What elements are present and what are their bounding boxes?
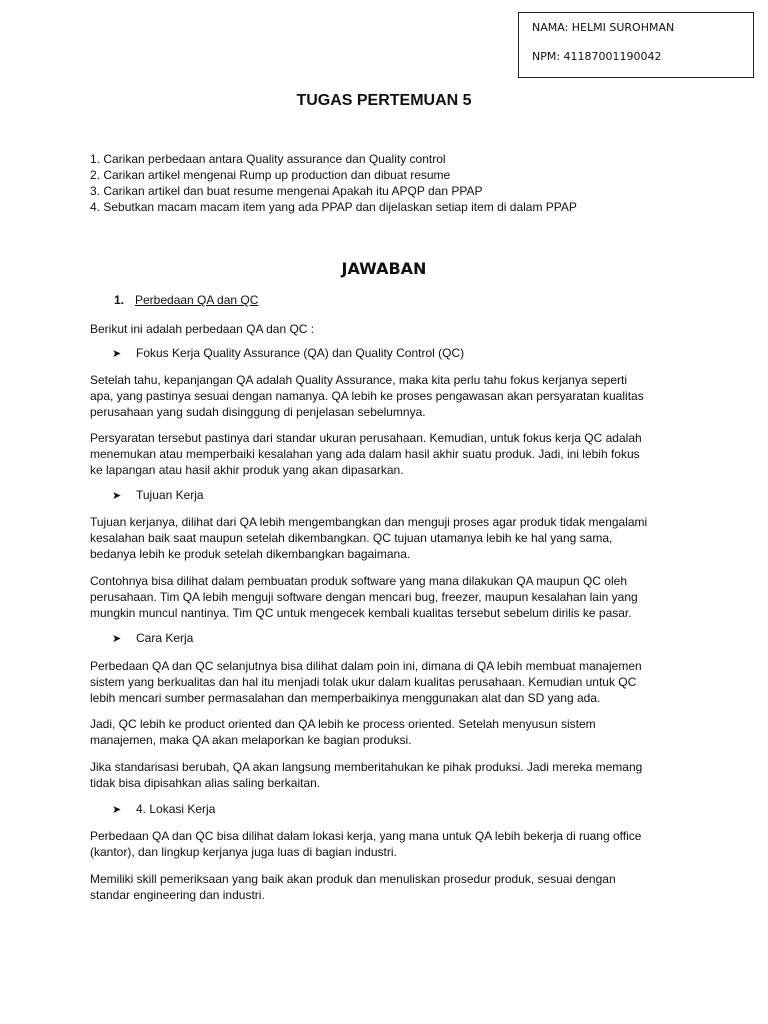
task-item: 2. Carikan artikel mengenai Rump up production dan dibuat resume (90, 168, 451, 182)
text-line: mungkin muncul nantinya. Tim QC untuk mengecek kembali kualitas tersebut sebelum dirilis ke pasar. (90, 606, 632, 620)
paragraph (90, 430, 690, 478)
text-line: Perbedaan QA dan QC selanjutnya bisa dilihat dalam poin ini, dimana di QA lebih membuat manajemen (90, 659, 642, 673)
bullet-goal (112, 488, 204, 502)
section-heading (114, 293, 258, 307)
bullet-label: Cara Kerja (136, 631, 194, 645)
answer-heading: JAWABAN (341, 259, 427, 278)
text-line: bedanya lebih ke produk setelah dikembangkan bagaimana. (90, 547, 411, 561)
intro-paragraph (90, 321, 690, 337)
section-title: Perbedaan QA dan QC (135, 293, 259, 307)
paragraph (90, 828, 690, 860)
text-line: menemukan atau memperbaiki kesalahan yang ada dalam hasil akhir suatu produk. Jadi, ini lebih fokus (90, 447, 640, 461)
student-info-box (518, 12, 754, 78)
text-line: apa, yang pastinya sesuai dengan namanya. QA lebih ke proses pengawasan akan persyaratan kualitas (90, 389, 644, 403)
arrow-bullet-icon: ➤ (112, 490, 122, 502)
text-line: lebih mencari sumber permasalahan dan memperbaikinya menggunakan alat dan SD yang ada. (90, 691, 601, 705)
text-line: standar engineering dan industri. (90, 888, 265, 902)
text-line: Perbedaan QA dan QC bisa dilihat dalam lokasi kerja, yang mana untuk QA lebih bekerja di ruang office (90, 829, 642, 843)
bullet-focus (112, 346, 464, 360)
paragraph (90, 372, 690, 420)
text-line: (kantor), dan lingkup kerjanya juga luas di bagian industri. (90, 845, 397, 859)
text-line: Setelah tahu, kepanjangan QA adalah Quality Assurance, maka kita perlu tahu fokus kerjanya seperti (90, 373, 627, 387)
arrow-bullet-icon: ➤ (112, 633, 122, 645)
text-line: manajemen, maka QA akan melaporkan ke bagian produksi. (90, 733, 412, 747)
bullet-method (112, 631, 193, 645)
bullet-label: Tujuan Kerja (136, 488, 204, 502)
text-line: Jika standarisasi berubah, QA akan langsung memberitahukan ke pihak produksi. Jadi mereka memang (90, 760, 643, 774)
text-line: Tujuan kerjanya, dilihat dari QA lebih mengembangkan dan menguji proses agar produk tidak mengalami (90, 515, 648, 529)
text-line: Jadi, QC lebih ke product oriented dan QA lebih ke process oriented. Setelah menyusun sistem (90, 717, 596, 731)
text-line: Memiliki skill pemeriksaan yang baik akan produk dan menuliskan prosedur produk, sesuai dengan (90, 872, 616, 886)
bullet-label: Fokus Kerja Quality Assurance (QA) dan Quality Control (QC) (136, 346, 465, 360)
text-line: ke lapangan atau hasil akhir produk yang akan dipasarkan. (90, 463, 404, 477)
student-name: NAMA: HELMI SUROHMAN (532, 21, 675, 34)
task-item: 1. Carikan perbedaan antara Quality assurance dan Quality control (90, 152, 446, 166)
bullet-label: 4. Lokasi Kerja (136, 802, 216, 816)
text-line: tidak bisa dipisahkan alias saling berkaitan. (90, 776, 321, 790)
paragraph (90, 716, 690, 748)
text-line: sistem yang berkualitas dan hal itu menjadi tolak ukur dalam kualitas perusahaan. Kemudian untuk QC (90, 675, 637, 689)
paragraph (90, 658, 690, 706)
text-line: perusahaan yang sudah disinggung di penjelasan sebelumnya. (90, 405, 426, 419)
section-number: 1. (114, 293, 125, 307)
student-npm: NPM: 41187001190042 (532, 50, 662, 63)
arrow-bullet-icon: ➤ (112, 804, 122, 816)
task-item: 4. Sebutkan macam macam item yang ada PPAP dan dijelaskan setiap item di dalam PPAP (90, 200, 577, 214)
text-line: perusahaan. Tim QA lebih menguji software dengan mencari bug, freezer, maupun kesalahan lain yang (90, 590, 638, 604)
paragraph (90, 514, 690, 562)
text-line: Persyaratan tersebut pastinya dari standar ukuran perusahaan. Kemudian, untuk fokus kerja QC adalah (90, 431, 642, 445)
text-line: Contohnya bisa dilihat dalam pembuatan produk software yang mana dilakukan QA maupun QC oleh (90, 574, 627, 588)
arrow-bullet-icon: ➤ (112, 348, 122, 360)
paragraph (90, 871, 690, 903)
page-title: TUGAS PERTEMUAN 5 (296, 92, 472, 109)
text-line: kesalahan baik saat maupun setelah dikembangkan. QC tujuan utamanya lebih ke hal yang sama, (90, 531, 613, 545)
paragraph (90, 573, 690, 621)
task-item: 3. Carikan artikel dan buat resume mengenai Apakah itu APQP dan PPAP (90, 184, 483, 198)
task-list (90, 151, 577, 215)
text-line: Berikut ini adalah perbedaan QA dan QC : (90, 322, 315, 336)
paragraph (90, 759, 690, 791)
bullet-location (112, 802, 215, 816)
